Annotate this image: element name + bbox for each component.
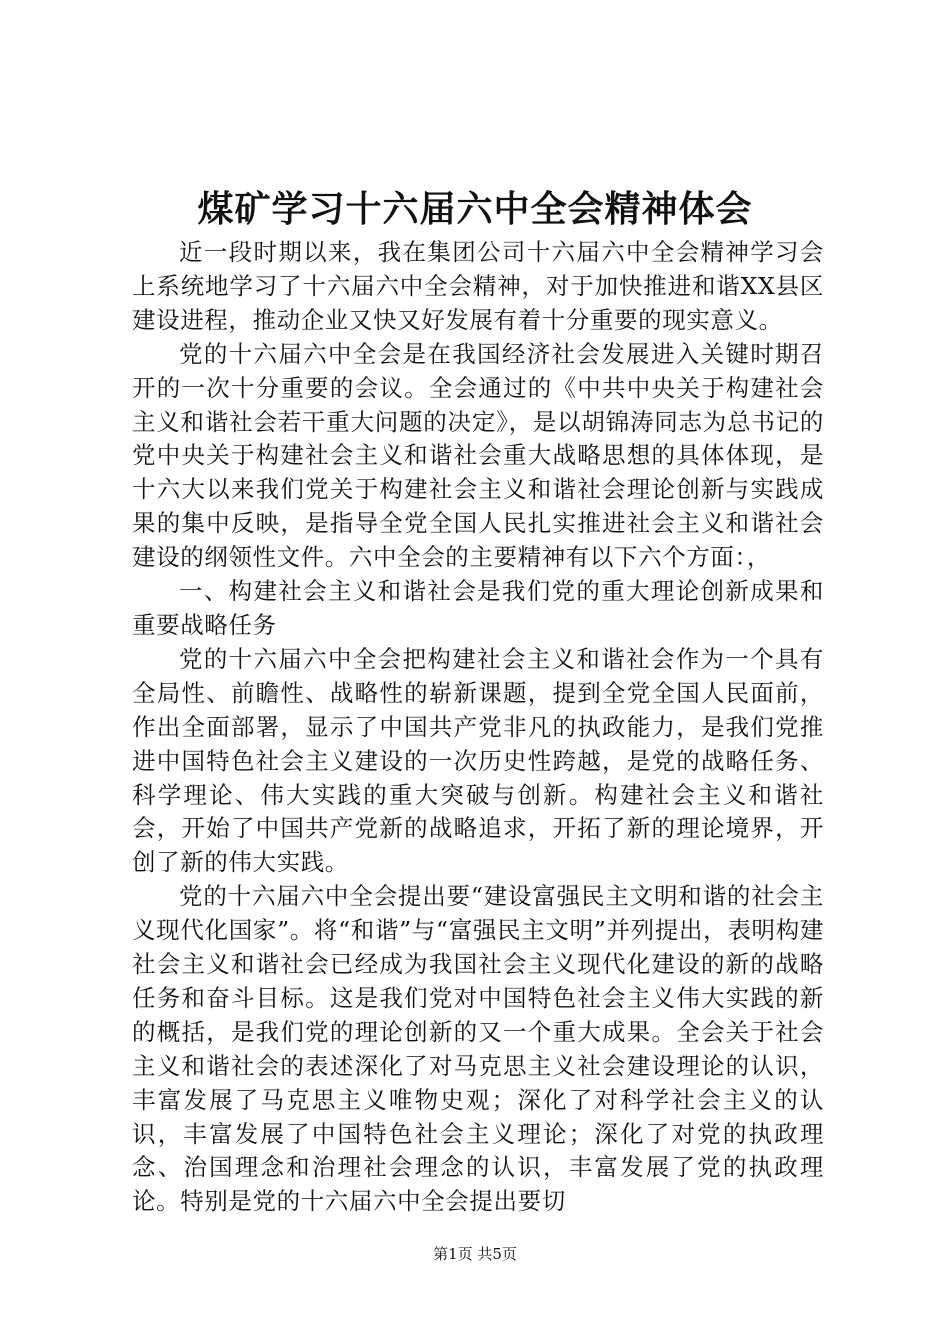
document-body: [132, 236, 824, 1219]
page-number: 第1页 共5页: [433, 1245, 517, 1263]
paragraph-plenum-overview: 党的十六届六中全会是在我国经济社会发展进入关键时期召开的一次十分重要的会议。全会通过的《中共中央关于构建社会主义和谐社会若干重大问题的决定》，是以胡锦涛同志为总书记的党中央关于构建社会主义和谐社会重大战略思想的具体体现，是十六大以来我们党关于构建社会主义和谐社会理论创新与实践成果的集中反映，是指导全党全国人民扎实推进社会主义和谐社会建设的纲领性文件。六中全会的主要精神有以下六个方面：，: [132, 339, 824, 572]
paragraph-strategic-task: 党的十六届六中全会把构建社会主义和谐社会作为一个具有全局性、前瞻性、战略性的崭新课题，提到全党全国人民面前，作出全面部署，显示了中国共产党非凡的执政能力，是我们党推进中国特色社会主义建设的一次历史性跨越，是党的战略任务、科学理论、伟大实践的重大突破与创新。构建社会主义和谐社会，开始了中国共产党新的战略追求，开拓了新的理论境界，开创了新的伟大实践。: [132, 644, 824, 877]
paragraph-theory-innovation: 党的十六届六中全会提出要“建设富强民主文明和谐的社会主义现代化国家”。将“和谐”与“富强民主文明”并列提出，表明构建社会主义和谐社会已经成为我国社会主义现代化建设的新的战略任务和奋斗目标。这是我们党对中国特色社会主义伟大实践的新的概括，是我们党的理论创新的又一个重大成果。全会关于社会主义和谐社会的表述深化了对马克思主义社会建设理论的认识，丰富发展了马克思主义唯物史观；深化了对科学社会主义的认识，丰富发展了中国特色社会主义理论；深化了对党的执政理念、治国理念和治理社会理念的认识，丰富发展了党的执政理论。特别是党的十六届六中全会提出要切: [132, 882, 824, 1216]
document-title: 煤矿学习十六届六中全会精神体会: [197, 188, 753, 230]
paragraph-intro: 近一段时期以来，我在集团公司十六届六中全会精神学习会上系统地学习了十六届六中全会精神，对于加快推进和谐XX县区建设进程，推动企业又快又好发展有着十分重要的现实意义。: [132, 238, 824, 334]
section-heading-1: 一、构建社会主义和谐社会是我们党的重大理论创新成果和重要战略任务: [132, 577, 824, 639]
